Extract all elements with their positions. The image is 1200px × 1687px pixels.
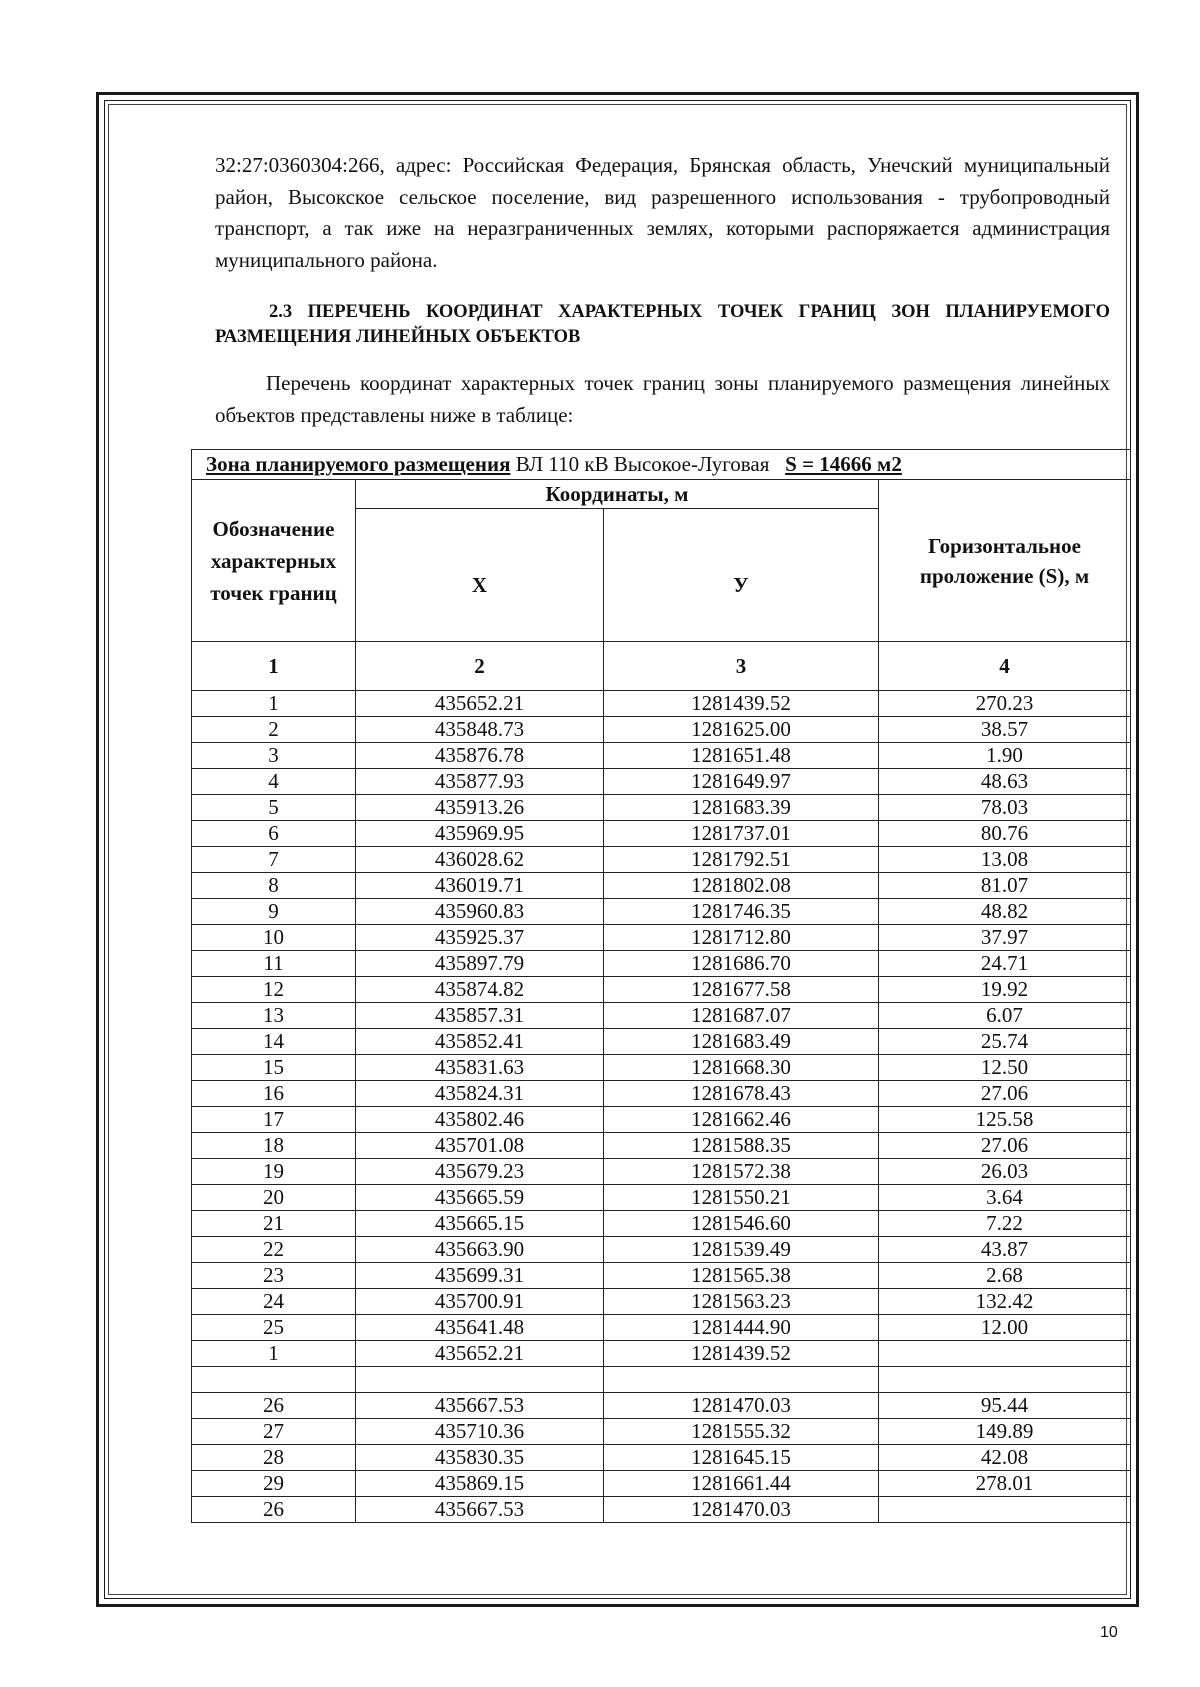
table-row	[192, 1341, 1131, 1367]
point-id-cell: 3	[192, 743, 356, 769]
col-number: 4	[879, 642, 1131, 691]
table-row	[192, 1185, 1131, 1211]
table-row	[192, 1211, 1131, 1237]
distance-cell: 78.03	[879, 795, 1131, 821]
y-cell: 1281439.52	[604, 1341, 879, 1367]
x-cell: 435700.91	[356, 1289, 604, 1315]
distance-cell: 24.71	[879, 951, 1131, 977]
table-row	[192, 1497, 1131, 1523]
col-number: 2	[356, 642, 604, 691]
point-id-cell: 1	[192, 1341, 356, 1367]
y-cell: 1281546.60	[604, 1211, 879, 1237]
table-row	[192, 1315, 1131, 1341]
table-row	[192, 821, 1131, 847]
y-cell: 1281439.52	[604, 691, 879, 717]
table-row	[192, 1159, 1131, 1185]
y-cell: 1281746.35	[604, 899, 879, 925]
distance-cell: 3.64	[879, 1185, 1131, 1211]
point-id-cell: 1	[192, 691, 356, 717]
y-cell: 1281802.08	[604, 873, 879, 899]
y-cell: 1281651.48	[604, 743, 879, 769]
y-cell: 1281572.38	[604, 1159, 879, 1185]
x-cell: 435857.31	[356, 1003, 604, 1029]
distance-cell	[879, 1341, 1131, 1367]
distance-cell: 19.92	[879, 977, 1131, 1003]
x-cell: 435848.73	[356, 717, 604, 743]
table-row-blank	[192, 1367, 1131, 1393]
x-cell: 436019.71	[356, 873, 604, 899]
y-cell: 1281678.43	[604, 1081, 879, 1107]
table-row	[192, 951, 1131, 977]
x-cell: 435802.46	[356, 1107, 604, 1133]
table-row	[192, 1029, 1131, 1055]
point-id-cell: 20	[192, 1185, 356, 1211]
x-cell: 435969.95	[356, 821, 604, 847]
point-id-cell: 9	[192, 899, 356, 925]
distance-cell: 48.63	[879, 769, 1131, 795]
col-s-header: Горизонтальное проложение (S), м	[879, 480, 1131, 642]
distance-cell: 1.90	[879, 743, 1131, 769]
y-cell: 1281645.15	[604, 1445, 879, 1471]
section-heading	[215, 300, 1110, 350]
table-row	[192, 1445, 1131, 1471]
x-cell: 435830.35	[356, 1445, 604, 1471]
table-row	[192, 847, 1131, 873]
distance-cell: 132.42	[879, 1289, 1131, 1315]
x-cell: 435701.08	[356, 1133, 604, 1159]
table-row	[192, 873, 1131, 899]
x-cell: 435710.36	[356, 1419, 604, 1445]
distance-cell: 7.22	[879, 1211, 1131, 1237]
point-id-cell: 25	[192, 1315, 356, 1341]
zone-label: Зона планируемого размещения	[206, 452, 511, 476]
y-cell: 1281662.46	[604, 1107, 879, 1133]
distance-cell: 12.00	[879, 1315, 1131, 1341]
x-cell: 435852.41	[356, 1029, 604, 1055]
point-id-cell: 19	[192, 1159, 356, 1185]
y-cell: 1281539.49	[604, 1237, 879, 1263]
point-id-cell: 6	[192, 821, 356, 847]
table-row	[192, 769, 1131, 795]
table-row	[192, 1133, 1131, 1159]
x-cell: 435874.82	[356, 977, 604, 1003]
y-cell: 1281661.44	[604, 1471, 879, 1497]
distance-cell: 42.08	[879, 1445, 1131, 1471]
table-row	[192, 1471, 1131, 1497]
section-heading-text: 2.3 ПЕРЕЧЕНЬ КООРДИНАТ ХАРАКТЕРНЫХ ТОЧЕК ГРАНИЦ ЗОН ПЛАНИРУЕМОГО РАЗМЕЩЕНИЯ ЛИНЕЙНЫХ ОБЪЕКТОВ	[215, 302, 1110, 347]
y-cell	[604, 1367, 879, 1393]
table-row	[192, 1055, 1131, 1081]
x-cell: 435876.78	[356, 743, 604, 769]
distance-cell: 37.97	[879, 925, 1131, 951]
point-id-cell: 28	[192, 1445, 356, 1471]
y-cell: 1281686.70	[604, 951, 879, 977]
distance-cell: 6.07	[879, 1003, 1131, 1029]
y-cell: 1281687.07	[604, 1003, 879, 1029]
x-cell: 435652.21	[356, 691, 604, 717]
col-point-header: Обозначение характерных точек границ	[192, 480, 356, 642]
distance-cell: 26.03	[879, 1159, 1131, 1185]
distance-cell: 278.01	[879, 1471, 1131, 1497]
zone-object: ВЛ 110 кВ Высокое-Луговая	[510, 452, 770, 476]
y-cell: 1281792.51	[604, 847, 879, 873]
table-row	[192, 1237, 1131, 1263]
table-row	[192, 925, 1131, 951]
point-id-cell: 22	[192, 1237, 356, 1263]
distance-cell: 149.89	[879, 1419, 1131, 1445]
x-cell: 435667.53	[356, 1393, 604, 1419]
distance-cell: 48.82	[879, 899, 1131, 925]
y-cell: 1281625.00	[604, 717, 879, 743]
distance-cell: 13.08	[879, 847, 1131, 873]
distance-cell: 27.06	[879, 1133, 1131, 1159]
point-id-cell: 10	[192, 925, 356, 951]
x-cell: 435665.15	[356, 1211, 604, 1237]
y-cell: 1281683.39	[604, 795, 879, 821]
table-row	[192, 1263, 1131, 1289]
coordinates-table	[191, 449, 1131, 1523]
y-cell: 1281444.90	[604, 1315, 879, 1341]
x-cell: 435960.83	[356, 899, 604, 925]
distance-cell: 270.23	[879, 691, 1131, 717]
y-cell: 1281668.30	[604, 1055, 879, 1081]
x-cell: 435641.48	[356, 1315, 604, 1341]
point-id-cell: 23	[192, 1263, 356, 1289]
point-id-cell: 26	[192, 1393, 356, 1419]
point-id-cell: 15	[192, 1055, 356, 1081]
col-coords-header: Координаты, м	[356, 480, 879, 509]
distance-cell	[879, 1367, 1131, 1393]
distance-cell	[879, 1497, 1131, 1523]
header-row-1	[192, 480, 1131, 509]
y-cell: 1281737.01	[604, 821, 879, 847]
table-row	[192, 1393, 1131, 1419]
point-id-cell: 18	[192, 1133, 356, 1159]
table-row	[192, 795, 1131, 821]
point-id-cell: 26	[192, 1497, 356, 1523]
page-number: 10	[1100, 1624, 1118, 1641]
y-cell: 1281563.23	[604, 1289, 879, 1315]
y-cell: 1281470.03	[604, 1497, 879, 1523]
zone-row	[192, 450, 1131, 480]
point-id-cell: 13	[192, 1003, 356, 1029]
table-row	[192, 743, 1131, 769]
x-cell: 435824.31	[356, 1081, 604, 1107]
point-id-cell: 27	[192, 1419, 356, 1445]
distance-cell: 38.57	[879, 717, 1131, 743]
point-id-cell: 2	[192, 717, 356, 743]
distance-cell: 25.74	[879, 1029, 1131, 1055]
table-row	[192, 899, 1131, 925]
col-x-header: Х	[356, 509, 604, 642]
table-row	[192, 977, 1131, 1003]
y-cell: 1281677.58	[604, 977, 879, 1003]
table-row	[192, 1081, 1131, 1107]
x-cell	[356, 1367, 604, 1393]
point-id-cell: 7	[192, 847, 356, 873]
x-cell: 435679.23	[356, 1159, 604, 1185]
point-id-cell: 17	[192, 1107, 356, 1133]
zone-caption	[192, 450, 1131, 480]
intro-paragraph: 32:27:0360304:266, адрес: Российская Федерация, Брянская область, Унечский муниципальный район, Высокское сельское поселение, вид разрешенного использования - трубопроводный транспорт, а так иже на неразграниченных землях, которыми распоряжается администрация муниципального района.	[215, 153, 1110, 272]
point-id-cell: 14	[192, 1029, 356, 1055]
col-y-header: У	[604, 509, 879, 642]
y-cell: 1281550.21	[604, 1185, 879, 1211]
x-cell: 435869.15	[356, 1471, 604, 1497]
col-number: 3	[604, 642, 879, 691]
point-id-cell: 16	[192, 1081, 356, 1107]
y-cell: 1281565.38	[604, 1263, 879, 1289]
x-cell: 435831.63	[356, 1055, 604, 1081]
table-row	[192, 691, 1131, 717]
distance-cell: 125.58	[879, 1107, 1131, 1133]
x-cell: 435925.37	[356, 925, 604, 951]
y-cell: 1281588.35	[604, 1133, 879, 1159]
section-paragraph-text: Перечень координат характерных точек границ зоны планируемого размещения линейных объектов представлены ниже в таблице:	[215, 371, 1110, 427]
x-cell: 435699.31	[356, 1263, 604, 1289]
point-id-cell: 5	[192, 795, 356, 821]
point-id-cell	[192, 1367, 356, 1393]
point-id-cell: 8	[192, 873, 356, 899]
distance-cell: 43.87	[879, 1237, 1131, 1263]
table-row	[192, 1107, 1131, 1133]
table-row	[192, 1289, 1131, 1315]
section-paragraph	[215, 368, 1110, 431]
table-row	[192, 1419, 1131, 1445]
distance-cell: 81.07	[879, 873, 1131, 899]
x-cell: 435665.59	[356, 1185, 604, 1211]
x-cell: 435667.53	[356, 1497, 604, 1523]
distance-cell: 2.68	[879, 1263, 1131, 1289]
x-cell: 435913.26	[356, 795, 604, 821]
y-cell: 1281555.32	[604, 1419, 879, 1445]
point-id-cell: 12	[192, 977, 356, 1003]
table-row	[192, 717, 1131, 743]
y-cell: 1281712.80	[604, 925, 879, 951]
y-cell: 1281649.97	[604, 769, 879, 795]
distance-cell: 80.76	[879, 821, 1131, 847]
x-cell: 435897.79	[356, 951, 604, 977]
point-id-cell: 4	[192, 769, 356, 795]
column-numbers-row	[192, 642, 1131, 691]
zone-area: S = 14666 м2	[785, 452, 902, 476]
x-cell: 435652.21	[356, 1341, 604, 1367]
x-cell: 436028.62	[356, 847, 604, 873]
point-id-cell: 21	[192, 1211, 356, 1237]
col-number: 1	[192, 642, 356, 691]
y-cell: 1281470.03	[604, 1393, 879, 1419]
distance-cell: 27.06	[879, 1081, 1131, 1107]
point-id-cell: 29	[192, 1471, 356, 1497]
x-cell: 435877.93	[356, 769, 604, 795]
distance-cell: 12.50	[879, 1055, 1131, 1081]
point-id-cell: 11	[192, 951, 356, 977]
x-cell: 435663.90	[356, 1237, 604, 1263]
point-id-cell: 24	[192, 1289, 356, 1315]
distance-cell: 95.44	[879, 1393, 1131, 1419]
table-row	[192, 1003, 1131, 1029]
y-cell: 1281683.49	[604, 1029, 879, 1055]
